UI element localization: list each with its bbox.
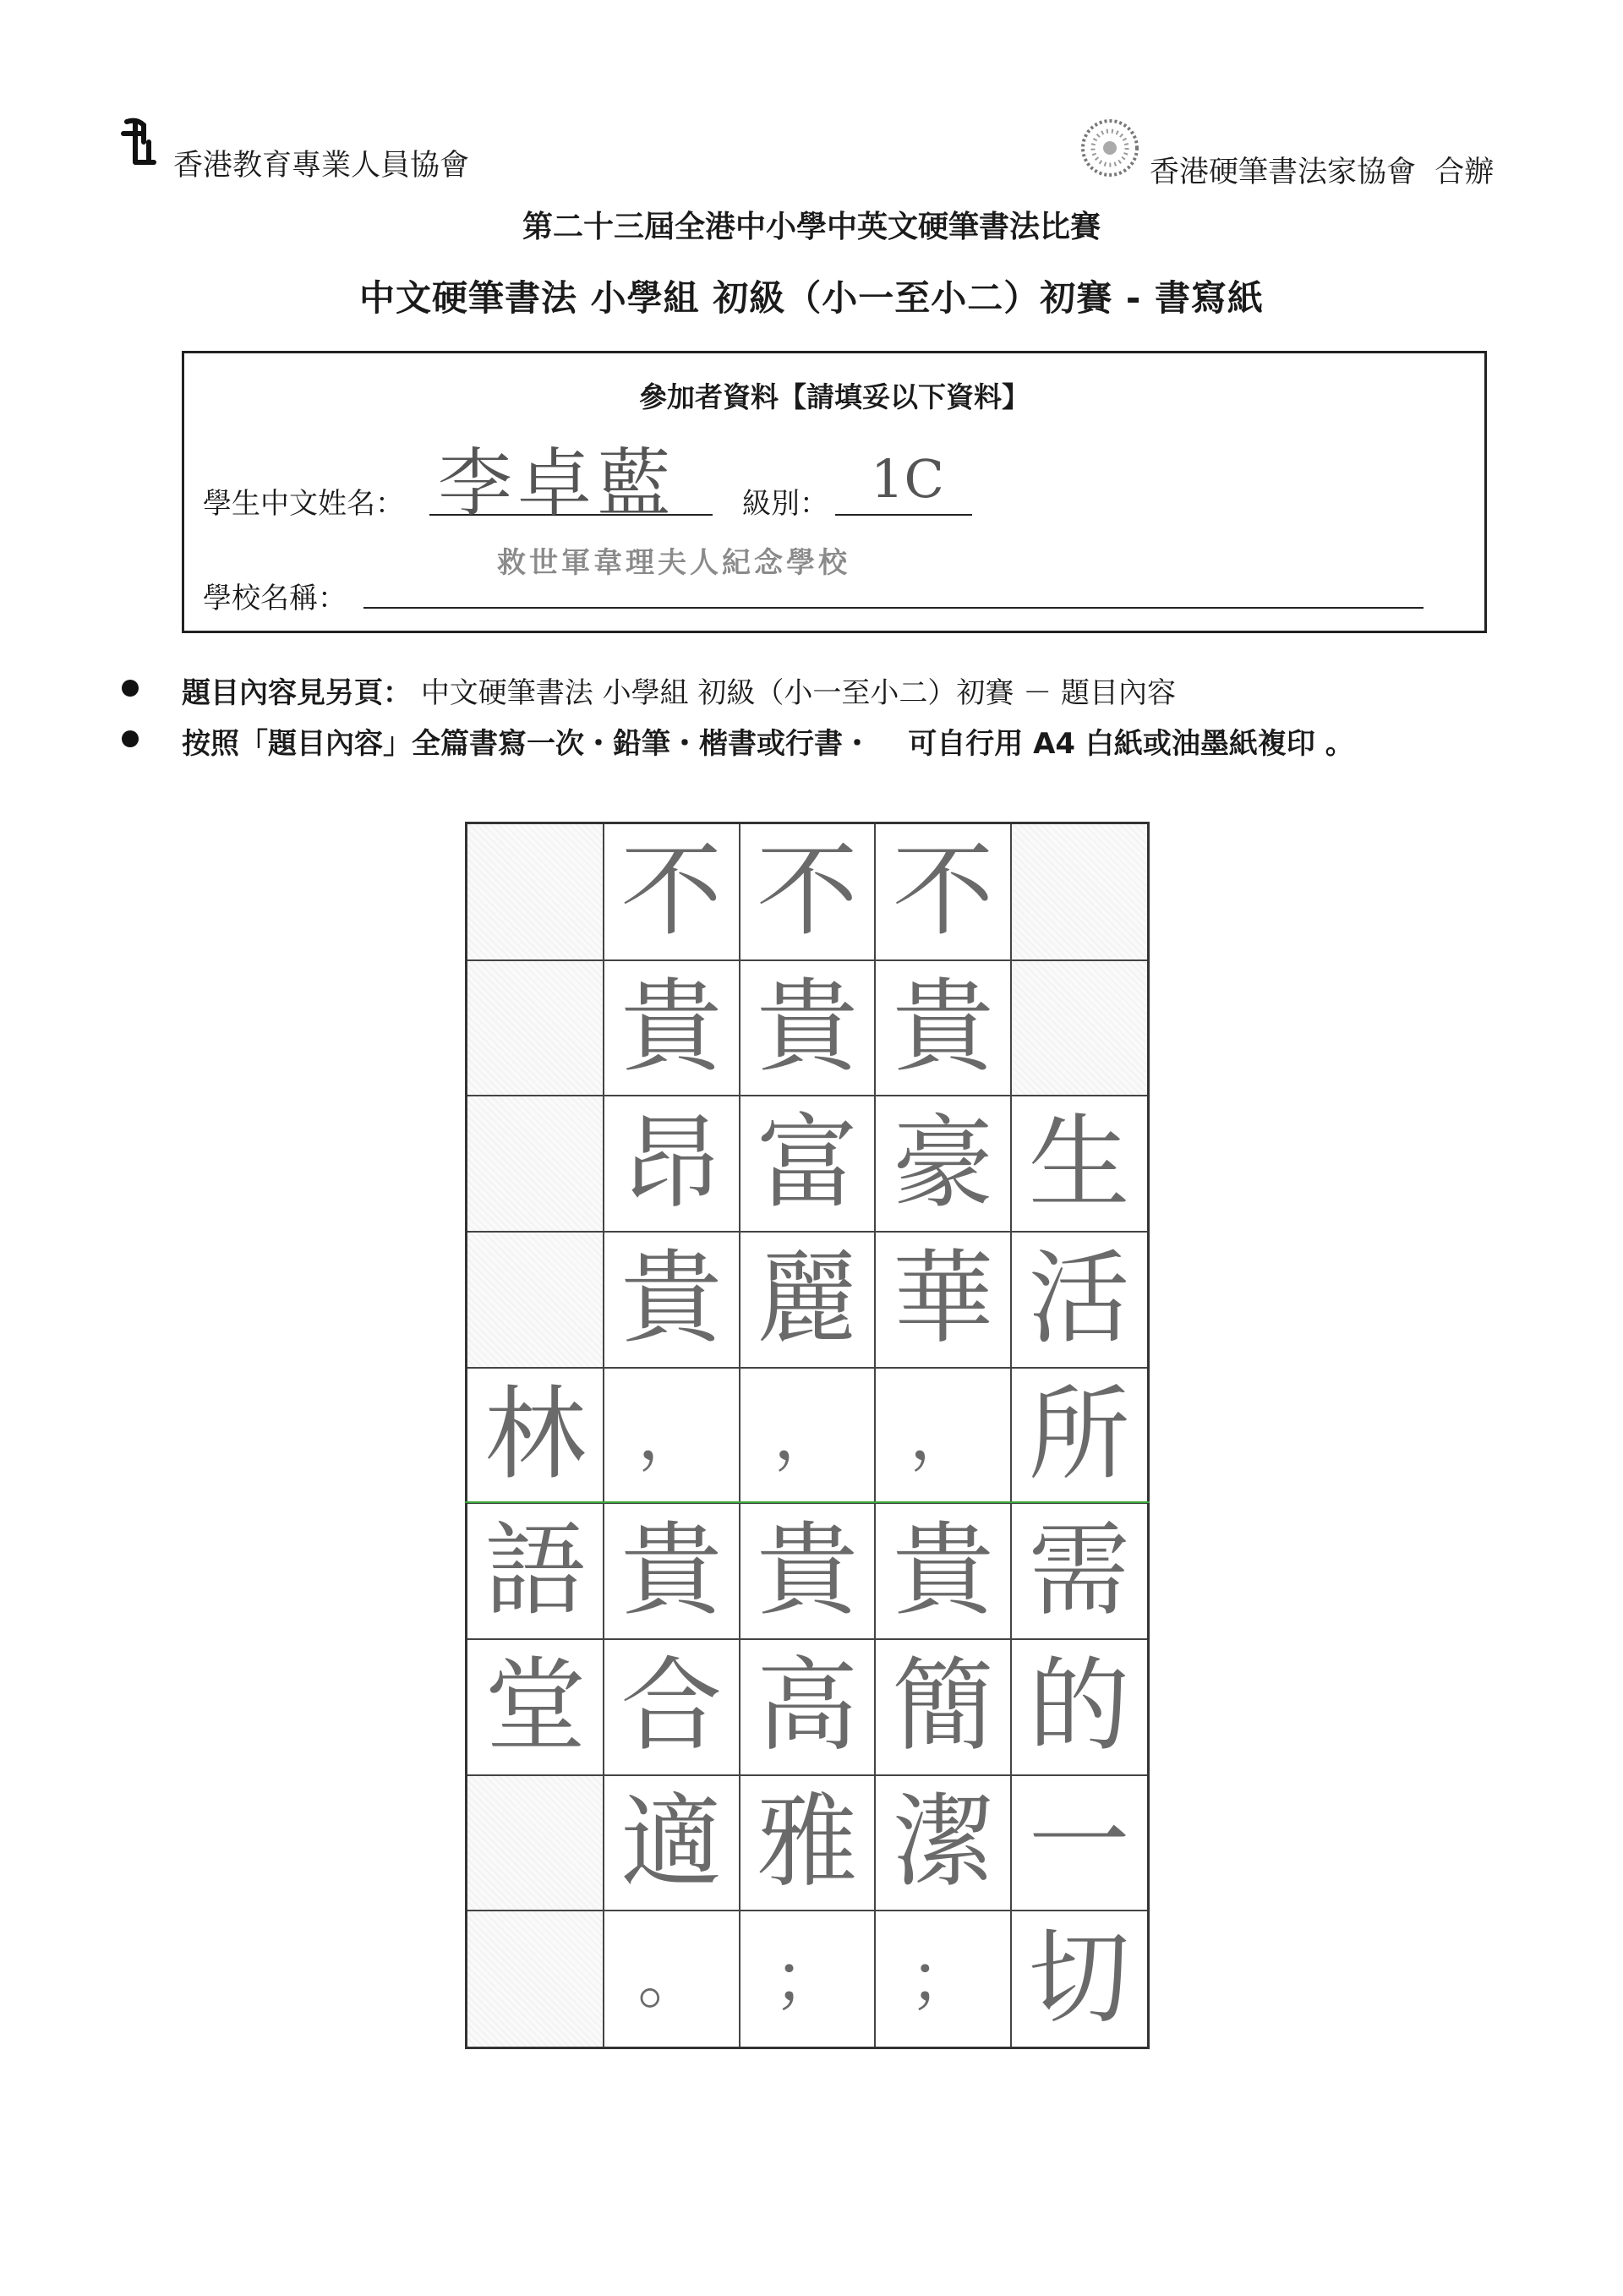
handwritten-character: 貴 [620,969,723,1086]
empty-grid-cell [467,824,604,960]
handwritten-character: ； [773,1938,841,2018]
empty-grid-cell [1011,960,1147,1096]
bullet-dot [122,730,139,747]
handwritten-character: 昂 [620,1104,723,1222]
handwritten-character: ， [773,1396,841,1474]
handwritten-character: 貴 [757,1512,858,1630]
handwritten-character: 潔 [892,1784,994,1901]
bullet-topic-bold: 題目內容見另頁： [182,676,412,710]
handwritten-character: 活 [1028,1240,1130,1358]
class-line [835,514,972,516]
handwritten-character: ， [909,1396,977,1474]
bullet-topic-text: 中文硬筆書法 小學組 初級（小一至小二）初賽 － 題目內容 [420,676,1177,710]
empty-grid-cell [467,960,604,1096]
handwritten-character: 麗 [757,1240,858,1358]
calligraphy-association-seal-icon [1079,117,1141,179]
bullet-instruction-note [182,720,1354,762]
class-label: 級別： [742,487,828,521]
student-name-label: 學生中文姓名： [203,487,404,521]
handwritten-character: 豪 [892,1104,994,1222]
handwritten-character: 高 [757,1648,858,1766]
handwritten-character: 一 [1028,1784,1130,1901]
empty-grid-cell [467,1775,604,1911]
handwritten-character: 堂 [484,1648,587,1766]
right-organisation-label: 香港硬筆書法家協會 [1150,156,1417,189]
handwritten-character: 貴 [757,969,858,1086]
left-organisation-name: 香港教育專業人員協會 [173,149,470,183]
handwritten-character: 合 [620,1648,723,1766]
school-name-label: 學校名稱： [203,582,347,615]
scan-artifact-line [465,1501,1150,1503]
handwritten-character: 切 [1028,1919,1130,2037]
class-value[interactable]: 1C [871,448,944,510]
handwritten-character: 華 [892,1240,994,1358]
handwritten-character: 語 [484,1512,587,1630]
student-name-value[interactable]: 李卓藍 [438,440,677,527]
handwritten-character: 貴 [892,1512,994,1630]
school-name-stamp[interactable]: 救世軍韋理夫人紀念學校 [497,546,850,580]
handwritten-character: 不 [620,833,723,951]
right-organisation-name [1150,149,1494,191]
sheet-title: 中文硬筆書法 小學組 初級（小一至小二）初賽 - 書寫紙 [359,277,1264,319]
handwritten-character: 。 [637,1938,706,2018]
empty-grid-cell [467,1232,604,1368]
participant-info-box [182,351,1487,633]
handwritten-character: 生 [1028,1104,1130,1222]
bullet-topic-note [182,670,1176,711]
handwritten-character: 所 [1028,1376,1130,1494]
empty-grid-cell [467,1096,604,1232]
co-organise-label: 合辦 [1434,156,1495,189]
bullet-instruction-bold: 按照「題目內容」全篇書寫一次・鉛筆・楷書或行書・ [182,727,872,761]
handwritten-character: 需 [1028,1512,1130,1630]
handwritten-character: 雅 [757,1784,858,1901]
handwritten-character: 不 [892,833,994,951]
handwritten-character: 貴 [620,1512,723,1630]
handwritten-character: ， [637,1396,706,1474]
empty-grid-cell [467,1911,604,2047]
competition-title: 第二十三屆全港中小學中英文硬筆書法比賽 [522,210,1101,244]
handwritten-character: 簡 [892,1648,994,1766]
handwritten-character: 貴 [892,969,994,1086]
handwritten-character: 適 [620,1784,723,1901]
hkptu-logo-icon [120,117,162,167]
writing-grid [465,822,1150,2049]
bullet-instruction-text: 可自行用 A4 白紙或油墨紙複印 。 [908,727,1354,761]
handwritten-character: 不 [757,833,858,951]
handwritten-character: ； [909,1938,977,2018]
info-box-heading: 參加者資料【請填妥以下資料】 [639,380,1030,413]
empty-grid-cell [1011,824,1147,960]
bullet-dot [122,680,139,697]
handwritten-character: 林 [484,1376,587,1494]
school-name-line [363,607,1424,609]
handwritten-character: 的 [1028,1648,1130,1766]
handwritten-character: 貴 [620,1240,723,1358]
handwritten-character: 富 [757,1104,858,1222]
